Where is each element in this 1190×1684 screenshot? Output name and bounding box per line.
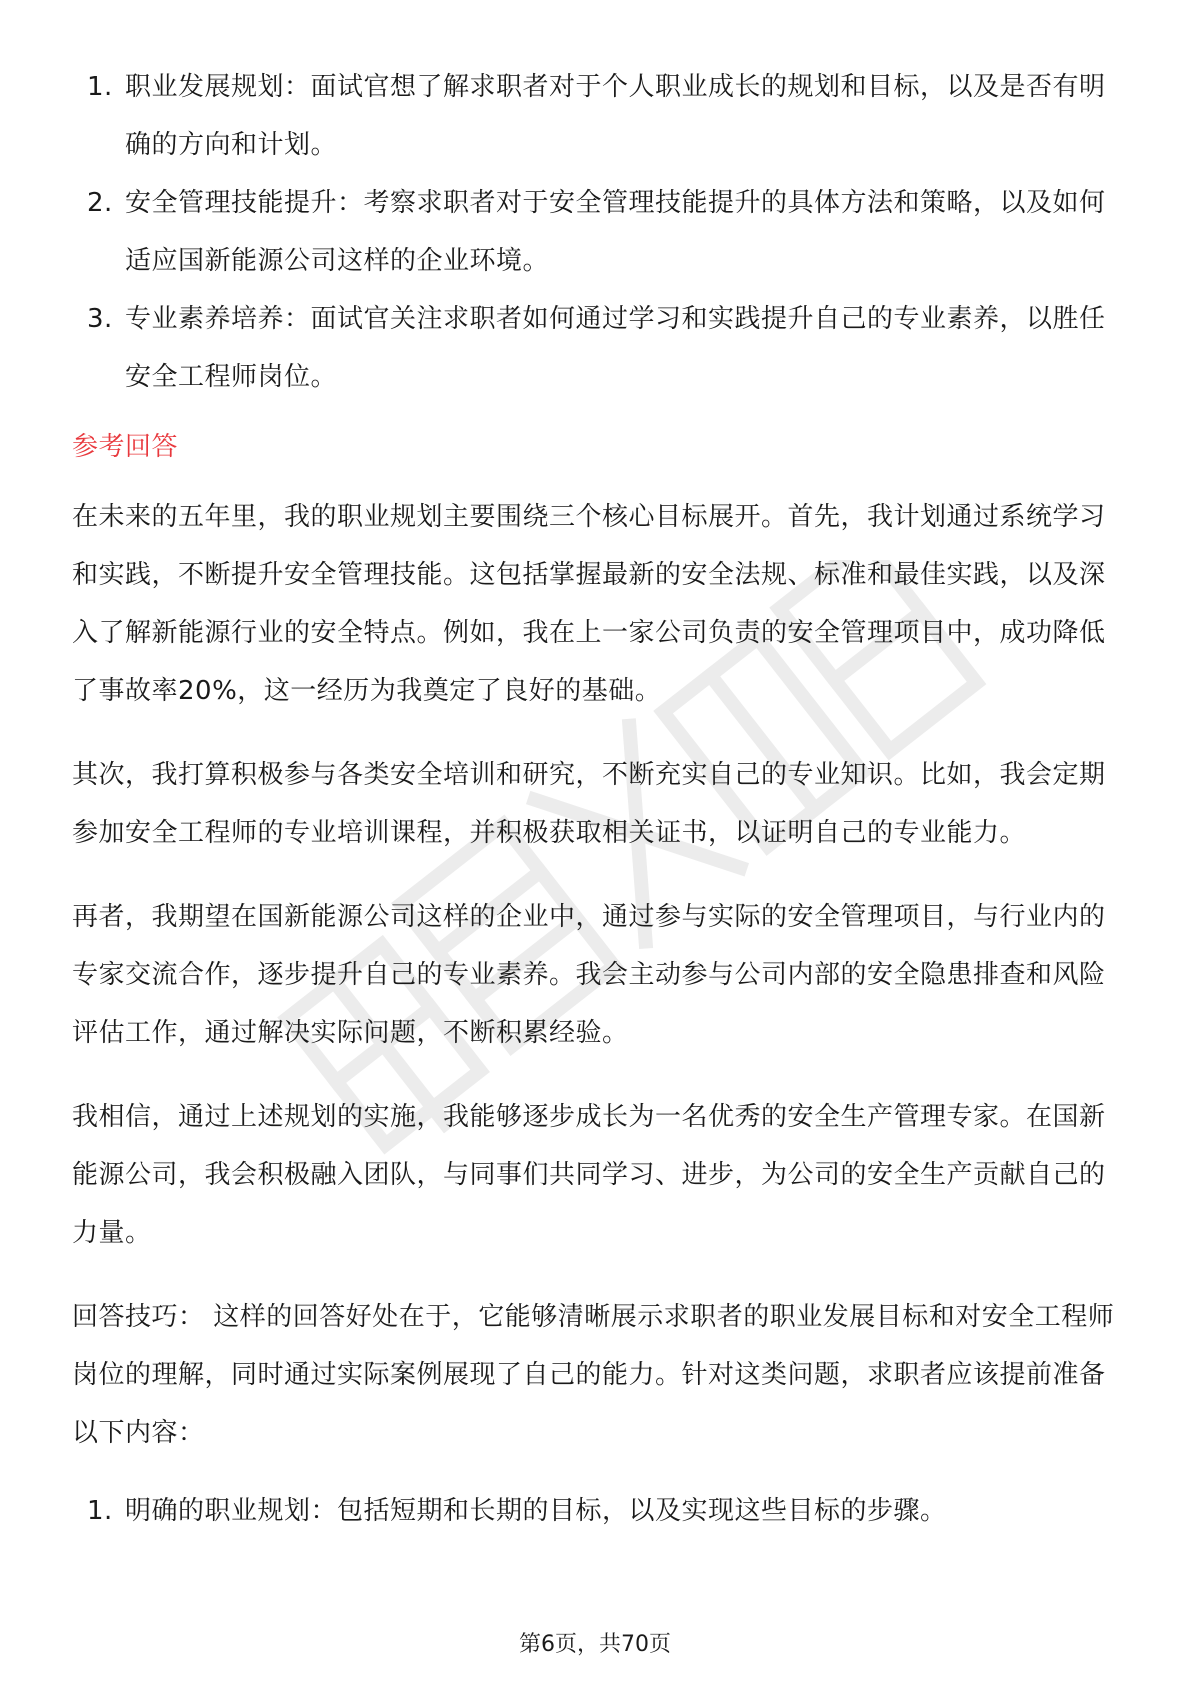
answer-tips: 回答技巧： 这样的回答好处在于，它能够清晰展示求职者的职业发展目标和对安全工程师岗位的理解，同时通过实际案例展现了自己的能力。针对这类问题，求职者应该提前准备以下内容： [72, 1302, 1115, 1448]
answer-paragraph: 再者，我期望在国新能源公司这样的企业中，通过参与实际的安全管理项目，与行业内的专家交流合作，逐步提升自己的专业素养。我会主动参与公司内部的安全隐患排查和风险评估工作，通过解决实际问题，不断积累经验。 [72, 902, 1106, 1048]
list-number: 3. [87, 304, 113, 334]
list-text: 职业发展规划：面试官想了解求职者对于个人职业成长的规划和目标，以及是否有明确的方向和计划。 [125, 72, 1106, 160]
prep-list [72, 1482, 1124, 1540]
answer-paragraph: 其次，我打算积极参与各类安全培训和研究，不断充实自己的专业知识。比如，我会定期参加安全工程师的专业培训课程，并积极获取相关证书，以证明自己的专业能力。 [72, 760, 1106, 848]
list-item [72, 290, 1124, 406]
list-item [72, 174, 1124, 290]
list-number: 1. [87, 72, 113, 102]
list-text: 专业素养培养：面试官关注求职者如何通过学习和实践提升自己的专业素养，以胜任安全工程师岗位。 [125, 304, 1106, 392]
content-area [72, 58, 1124, 1540]
list-item [72, 1482, 1124, 1540]
question-list [72, 58, 1124, 406]
list-number: 1. [87, 1496, 113, 1526]
list-item [72, 58, 1124, 174]
list-number: 2. [87, 188, 113, 218]
list-text: 安全管理技能提升：考察求职者对于安全管理技能提升的具体方法和策略，以及如何适应国新能源公司这样的企业环境。 [125, 188, 1106, 276]
answer-paragraph: 在未来的五年里，我的职业规划主要围绕三个核心目标展开。首先，我计划通过系统学习和实践，不断提升安全管理技能。这包括掌握最新的安全法规、标准和最佳实践，以及深入了解新能源行业的安全特点。例如，我在上一家公司负责的安全管理项目中，成功降低了事故率20%，这一经历为我奠定了良好的基础。 [72, 502, 1106, 706]
reference-answer-heading: 参考回答 [72, 432, 179, 462]
list-text: 明确的职业规划：包括短期和长期的目标，以及实现这些目标的步骤。 [125, 1496, 947, 1526]
answer-paragraph: 我相信，通过上述规划的实施，我能够逐步成长为一名优秀的安全生产管理专家。在国新能源公司，我会积极融入团队，与同事们共同学习、进步，为公司的安全生产贡献自己的力量。 [72, 1102, 1106, 1248]
page-footer: 第6页，共70页 [519, 1632, 671, 1657]
